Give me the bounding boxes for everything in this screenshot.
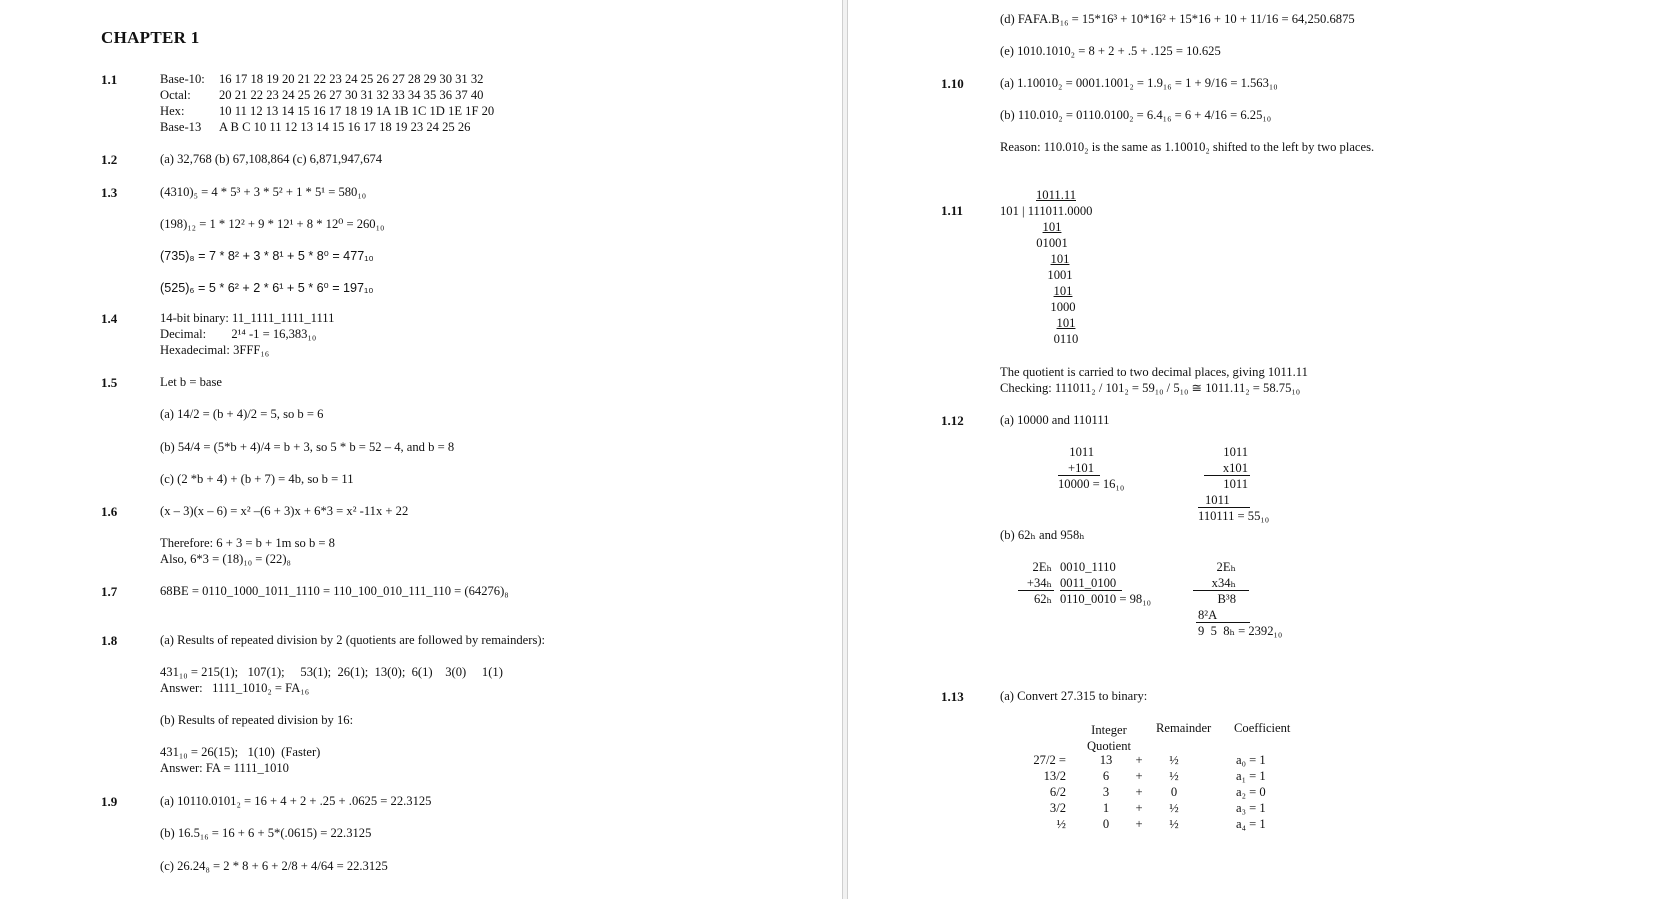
division-step: 01001 — [1036, 236, 1068, 250]
answer-line: (a) Results of repeated division by 2 (quotients are followed by remainders): — [160, 633, 546, 647]
document-page-right — [847, 0, 1674, 899]
answer-line: Decimal: 2¹⁴ -1 = 16,383₁₀ — [160, 327, 317, 341]
hex-multiplication-row: B³8 — [1217, 592, 1236, 606]
hex-multiplication-row: 2Eₕ — [1216, 560, 1236, 574]
hex-multiplication-row: x34ₕ — [1211, 576, 1236, 590]
problem-number-1-6: 1.6 — [101, 504, 118, 519]
hex-addition-row: +34ₕ — [1026, 576, 1052, 590]
table-cell: + — [1135, 785, 1143, 799]
table-cell: 3 — [1102, 785, 1110, 799]
product-rule — [1196, 622, 1250, 623]
product-rule — [1198, 507, 1250, 508]
table-cell: 3/2 — [1049, 801, 1066, 815]
table-cell: ½ — [1169, 753, 1179, 767]
table-cell: a₂ = 0 — [1236, 785, 1266, 799]
binary-addition-row: 0010_1110 — [1060, 560, 1116, 574]
answer-line: (525)₆ = 5 * 6² + 2 * 6¹ + 5 * 6⁰ = 197₁₀ — [160, 281, 374, 295]
table-cell: ½ — [1169, 769, 1179, 783]
answer-line: Let b = base — [160, 375, 223, 389]
multiplication-row: x101 — [1222, 461, 1248, 475]
answer-line: (a) 10110.0101₂ = 16 + 4 + 2 + .25 + .0625 = 22.3125 — [160, 794, 432, 808]
problem-number-1-9: 1.9 — [101, 794, 118, 809]
table-cell: ½ — [1169, 801, 1179, 815]
answer-line: (b) 62ₕ and 958ₕ — [1000, 528, 1085, 542]
answer-line: Answer: 1111_1010₂ = FA₁₆ — [160, 681, 310, 695]
division-step: 101 — [1050, 252, 1070, 266]
table-cell: 1 — [1102, 801, 1110, 815]
multiplication-result: 110111 = 55₁₀ — [1198, 509, 1270, 523]
answer-line: (4310)₅ = 4 * 5³ + 3 * 5² + 1 * 5¹ = 580₁₀ — [160, 185, 367, 199]
multiplication-row: 1011 — [1223, 445, 1248, 459]
division-step: 0110 — [1053, 332, 1079, 346]
division-step: 101 — [1053, 284, 1073, 298]
table-cell: + — [1135, 801, 1143, 815]
table-cell: a₀ = 1 — [1236, 753, 1266, 767]
answer-line: Therefore: 6 + 3 = b + 1m so b = 8 — [160, 536, 335, 550]
table-cell: 0 — [1170, 785, 1178, 799]
answer-line: (b) 16.5₁₆ = 16 + 6 + 5*(.0615) = 22.3125 — [160, 826, 372, 840]
answer-line: (d) FAFA.B₁₆ = 15*16³ + 10*16² + 15*16 + 10 + 11/16 = 64,250.6875 — [1000, 12, 1355, 26]
answer-line: Reason: 110.010₂ is the same as 1.10010₂ shifted to the left by two places. — [1000, 140, 1375, 154]
table-cell: + — [1135, 753, 1143, 767]
table-cell: 27/2 = — [1033, 753, 1066, 767]
answer-line: (a) 10000 and 110111 — [1000, 413, 1110, 427]
answer-line: Also, 6*3 = (18)₁₀ = (22)₈ — [160, 552, 291, 566]
binary-addition-result: 0110_0010 = 98₁₀ — [1060, 592, 1151, 606]
hex-multiplication-result: 9 5 8ₕ = 2392₁₀ — [1198, 624, 1283, 638]
table-header: Remainder — [1156, 721, 1212, 735]
answer-line: The quotient is carried to two decimal places, giving 1011.11 — [1000, 365, 1308, 379]
answer-line: (x – 3)(x – 6) = x² –(6 + 3)x + 6*3 = x² -11x + 22 — [160, 504, 409, 518]
table-cell: a₁ = 1 — [1236, 769, 1266, 783]
answer-line: Hexadecimal: 3FFF₁₆ — [160, 343, 270, 357]
table-cell: a₄ = 1 — [1236, 817, 1266, 831]
hex-addition-result: 62ₕ — [1033, 592, 1052, 606]
addition-result: 10000 = 16₁₀ — [1058, 477, 1125, 491]
answer-line: 431₁₀ = 26(15); 1(10) (Faster) — [160, 745, 321, 759]
hex-multiplication-row: 8²A — [1198, 608, 1218, 622]
answer-line: (c) 26.24₈ = 2 * 8 + 6 + 2/8 + 4/64 = 22.3125 — [160, 859, 388, 873]
division-step: 1000 — [1050, 300, 1076, 314]
problem-number-1-11: 1.11 — [941, 203, 964, 218]
product-rule — [1204, 475, 1250, 476]
answer-line: (b) 54/4 = (5*b + 4)/4 = b + 3, so 5 * b = 52 – 4, and b = 8 — [160, 440, 455, 454]
hex-addition-row: 2Eₕ — [1032, 560, 1052, 574]
answer-line: (b) Results of repeated division by 16: — [160, 713, 354, 727]
table-cell: 6/2 — [1049, 785, 1066, 799]
table-header: Integer Quotient — [1086, 723, 1132, 753]
product-rule — [1193, 590, 1249, 591]
answer-line: (b) 110.010₂ = 0110.0100₂ = 6.4₁₆ = 6 + 4/16 = 6.25₁₀ — [1000, 108, 1272, 122]
answer-line: Answer: FA = 1111_1010 — [160, 761, 289, 775]
sum-rule — [1058, 475, 1100, 476]
answer-line: (e) 1010.1010₂ = 8 + 2 + .5 + .125 = 10.625 — [1000, 44, 1221, 58]
table-cell: + — [1135, 817, 1143, 831]
addition-row: +101 — [1068, 461, 1094, 475]
multiplication-row: 1011 — [1223, 477, 1248, 491]
answer-line: (a) 1.10010₂ = 0001.1001₂ = 1.9₁₆ = 1 + 9/16 = 1.563₁₀ — [1000, 76, 1278, 90]
table-row-label: Base-10: — [160, 72, 205, 86]
table-cell: ½ — [1169, 817, 1179, 831]
sum-rule — [1060, 590, 1122, 591]
table-cell: 13 — [1099, 753, 1113, 767]
answer-line: (a) 14/2 = (b + 4)/2 = 5, so b = 6 — [160, 407, 324, 421]
chapter-title: CHAPTER 1 — [101, 28, 200, 47]
table-cell: 0 — [1102, 817, 1110, 831]
answer-line: (a) 32,768 (b) 67,108,864 (c) 6,871,947,674 — [160, 152, 383, 166]
problem-number-1-2: 1.2 — [101, 152, 118, 167]
table-row-values: 20 21 22 23 24 25 26 27 30 31 32 33 34 35 36 37 40 — [219, 88, 484, 102]
problem-number-1-3: 1.3 — [101, 185, 118, 200]
addition-row: 1011 — [1069, 445, 1094, 459]
binary-addition-row: 0011_0100 — [1060, 576, 1117, 590]
table-cell: a₃ = 1 — [1236, 801, 1266, 815]
answer-line: (c) (2 *b + 4) + (b + 7) = 4b, so b = 11 — [160, 472, 354, 486]
sum-rule — [1018, 590, 1054, 591]
problem-number-1-4: 1.4 — [101, 311, 118, 326]
division-divisor-line: 101 | 111011.0000 — [1000, 204, 1093, 218]
answer-line: 14-bit binary: 11_1111_1111_1111 — [160, 311, 335, 325]
answer-line: 431₁₀ = 215(1); 107(1); 53(1); 26(1); 13(0); 6(1) 3(0) 1(1) — [160, 665, 503, 679]
table-row-label: Octal: — [160, 88, 191, 102]
problem-number-1-1: 1.1 — [101, 72, 118, 87]
table-row-label: Base-13 — [160, 120, 202, 134]
answer-line: 68BE = 0110_1000_1011_1110 = 110_100_010_111_110 = (64276)₈ — [160, 584, 509, 598]
division-step: 1001 — [1047, 268, 1073, 282]
answer-line: (a) Convert 27.315 to binary: — [1000, 689, 1148, 703]
answer-line: (198)₁₂ = 1 * 12² + 9 * 12¹ + 8 * 12⁰ = 260₁₀ — [160, 217, 385, 231]
table-row-values: 16 17 18 19 20 21 22 23 24 25 26 27 28 29 30 31 32 — [219, 72, 484, 86]
table-cell: ½ — [1056, 817, 1066, 831]
problem-number-1-5: 1.5 — [101, 375, 118, 390]
problem-number-1-13: 1.13 — [941, 689, 964, 704]
table-cell: 6 — [1102, 769, 1110, 783]
answer-line: (735)₈ = 7 * 8² + 3 * 8¹ + 5 * 8⁰ = 477₁₀ — [160, 249, 374, 263]
table-row-values: A B C 10 11 12 13 14 15 16 17 18 19 23 24 25 26 — [219, 120, 471, 134]
problem-number-1-8: 1.8 — [101, 633, 118, 648]
table-cell: + — [1135, 769, 1143, 783]
problem-number-1-10: 1.10 — [941, 76, 964, 91]
problem-number-1-7: 1.7 — [101, 584, 118, 599]
division-step: 101 — [1042, 220, 1062, 234]
problem-number-1-12: 1.12 — [941, 413, 964, 428]
division-quotient: 1011.11 — [1036, 188, 1076, 202]
table-cell: 13/2 — [1043, 769, 1066, 783]
table-row-label: Hex: — [160, 104, 185, 118]
answer-line: Checking: 111011₂ / 101₂ = 59₁₀ / 5₁₀ ≅ 1011.11₂ = 58.75₁₀ — [1000, 381, 1301, 395]
division-step: 101 — [1056, 316, 1076, 330]
multiplication-row: 1011 — [1205, 493, 1230, 507]
table-row-values: 10 11 12 13 14 15 16 17 18 19 1A 1B 1C 1D 1E 1F 20 — [219, 104, 495, 118]
table-header: Coefficient — [1234, 721, 1291, 735]
